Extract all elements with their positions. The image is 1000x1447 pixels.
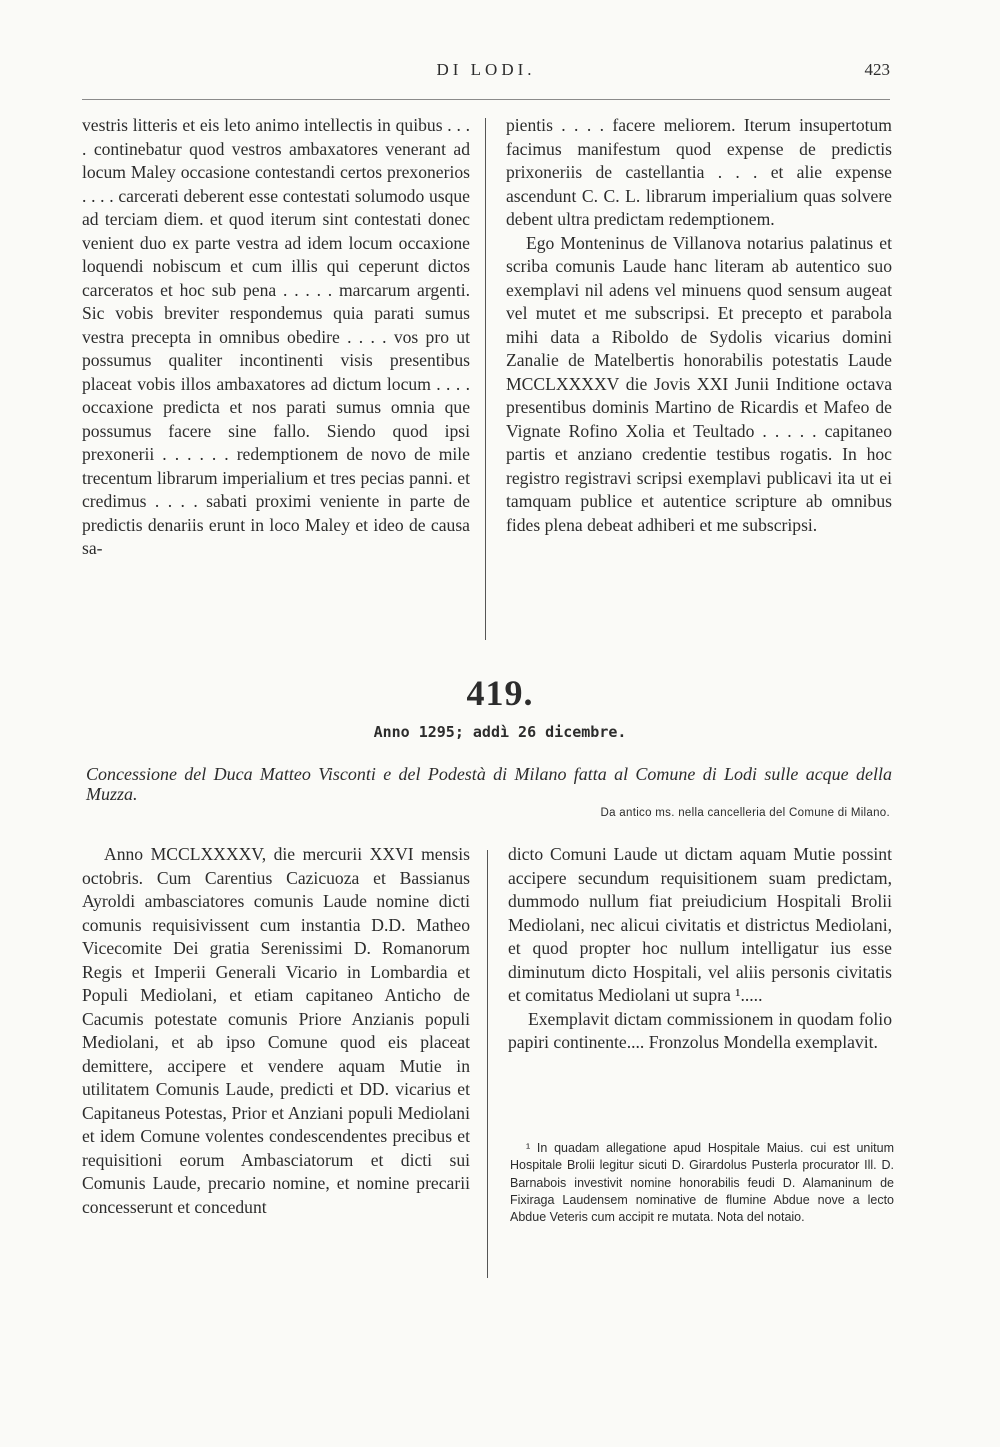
bottom-left-paragraph: Anno MCCLXXXXV, die mercurii XXVI mensis octobris. Cum Carentius Cazicuoza et Bassianus Ayroldi ambasciatores comunis Laude nomine dicti comunis requisivissent cum instantia D.D. Matheo Vicecomite Dei gratia Serenissimi D. Romanorum Regis et Imperii Generali Vicario in Lombardia et Populi Mediolani, et etiam capitaneo Anticho de Cacumis potestate comunis Priore Anzianis populi Mediolani, et ab ipso Comune quod eis placeat demittere, accipere et vendere aquam Mutie in utilitatem Comunis Laude, predicti et DD. vicarius et Capitaneus Potestas, Prior et Anziani populi Mediolani et idem Comune volentes condescendentes precibus et requisitioni eorum Ambasciatorum et dicti sui Comunis Laude, precario nomine, et nomine precarii concesserunt et concedunt	[82, 844, 470, 1217]
bottom-right-column	[508, 843, 892, 1055]
top-left-paragraph: vestris litteris et eis leto animo intellectis in quibus . . . . continebatur quod vestros ambaxatores venerant ad locum Maley occasione contestandi certos prexonerios . . . . carcerati deberent esse contestati solumodo usque ad terciam diem. et quod iterum sint contestati donec venient duo ex parte vestra ad idem locum occaxione loquendi nobiscum et cum illis qui ceperunt dictos carceratos et hoc sub pena . . . . . marcarum argenti. Sic vobis breviter respondemus quia parati sumus vestra precepta in omnibus obedire . . . . vos pro ut possumus qualiter incontinenti visis presentibus placeat vobis illos ambaxatores ad dictum locum . . . . occaxione predicta et nos parati sumus omnia que possumus facere sine fallo. Siendo quod ipsi prexonerii . . . . . . redemptionem de novo de mile trecentum librarum imperialium et tres pecias panni. et credimus . . . . sabati proximi veniente in parte de predictis denariis erunt in loco Maley et ideo de causa sa-	[82, 115, 470, 558]
bottom-right-paragraph-1: dicto Comuni Laude ut dictam aquam Mutie possint accipere secundum requisitionem suam predictam, dummodo nullum fiat preiudicium Hospitali Brolii Mediolani, nec alicui civitatis et districtus Mediolani, et quod propter hoc nullum intelligatur ius esse diminutum dicto Hospitali, vel aliis personis civitatis et comitatus Mediolani ut supra ¹.....	[508, 844, 892, 1005]
column-divider-top	[485, 118, 486, 640]
top-right-column	[506, 114, 892, 537]
top-right-paragraph-2: Ego Monteninus de Villanova notarius palatinus et scriba comunis Laude hanc literam ab autentico suo exemplavi nil adens vel minuens quod sensum augeat vel mutet et me subscripsi. Et precepto et parabola mihi data a Riboldo de Sydolis vicarius domini Zanalie de Matelbertis honorabilis potestatis Laude MCCLXXXXV die Jovis XXI Junii Inditione octava presentibus dominis Martino de Ricardis et Mafeo de Vignate Rofino Xolia et Teultado . . . . . capitaneo partis et anziano credentie testibus rogatis. In hoc registro registravi scripsi exemplavi publicavi ita ut ei tamquam publice et autentice scripture ab omnibus fides plena debeat adhiberi et me subscripsi.	[506, 232, 892, 535]
top-right-paragraph-1: pientis . . . . facere meliorem. Iterum insupertotum facimus manifestum quod expense de predictis prixoneriis de castellantia . . . et alie expense ascendunt C. C. L. librarum imperialium quas solvere debent ultra predictam redemptionem.	[506, 115, 892, 229]
bottom-right-paragraph-2: Exemplavit dictam commissionem in quodam folio papiri continente.... Fronzolus Mondella exemplavit.	[508, 1008, 892, 1052]
footnote: ¹ In quadam allegatione apud Hospitale Maius. cui est unitum Hospitale Brolii legitur sicuti D. Girardolus Pusterla procurator Ill. D. Barnabois investivit nomine honorabilis feudi D. Alamaninum de Fixiraga Laudensem nominative de flumine Abdue nove a lecto Abdue Veteris cum accipit re mutata. Nota del notaio.	[510, 1141, 894, 1225]
column-divider-bottom	[487, 850, 488, 1278]
document-source: Da antico ms. nella cancelleria del Comune di Milano.	[600, 807, 890, 819]
document-number: 419.	[466, 673, 534, 713]
page-number: 423	[864, 60, 890, 79]
running-title: DI LODI.	[436, 60, 536, 79]
running-header	[82, 60, 890, 86]
top-left-column	[82, 114, 470, 561]
document-date: Anno 1295; addì 26 dicembre.	[373, 723, 627, 741]
bottom-left-column	[82, 843, 470, 1219]
document-subject: Concessione del Duca Matteo Visconti e del Podestà di Milano fatta al Comune di Lodi sulle acque della Muzza.	[86, 764, 892, 804]
header-rule	[82, 99, 890, 100]
